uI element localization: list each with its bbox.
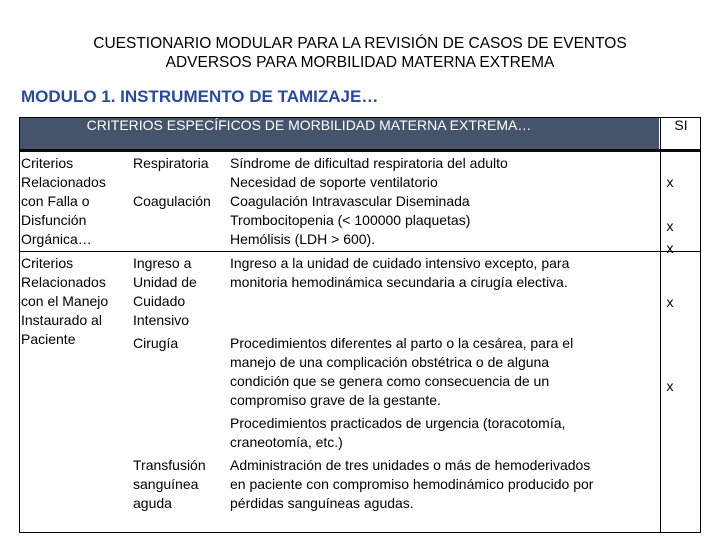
- subcategory-cell: Respiratoria: [133, 155, 209, 171]
- category-cell: Criterios Relacionados con el Manejo Instaurado al Paciente: [19, 252, 132, 514]
- subcategory-cell: Transfusión sanguínea aguda: [133, 457, 206, 511]
- checkmark-x: x: [666, 240, 674, 256]
- table-header-row: [19, 117, 701, 151]
- subcategory-cell: Cirugía: [133, 335, 179, 351]
- checkmark-x: x: [666, 378, 674, 394]
- criteria-table: [19, 117, 701, 513]
- checkmark-x: x: [666, 218, 674, 234]
- si-header: SI: [660, 117, 701, 151]
- category-cell: Criterios Relacionados con Falla o Disfunción Orgánica…: [21, 155, 106, 247]
- description-cell: Ingreso a la unidad de cuidado intensivo excepto, para monitoria hemodinámica secundaria a cirugía electiva.: [230, 252, 660, 335]
- title-line-2: ADVERSOS PARA MORBILIDAD MATERNA EXTREMA: [165, 54, 555, 71]
- subcategory-cell: Ingreso a Unidad de Cuidado Intensivo: [132, 252, 230, 335]
- section-heading: MODULO 1. INSTRUMENTO DE TAMIZAJE…: [21, 87, 379, 106]
- document-title: [0, 34, 720, 72]
- description-cell: Procedimientos diferentes al parto o la cesárea, para el manejo de una complicación obstétrica o de alguna condición que se genera como consecuencia de un compromiso grave de la gestante.: [230, 335, 574, 408]
- checkmark-x: x: [666, 294, 674, 310]
- si-cell: [660, 151, 701, 252]
- description-cell: Coagulación Intravascular Diseminada Trombocitopenia (< 100000 plaquetas) Hemólisis (LDH > 600).: [230, 193, 471, 247]
- subcategory-cell: Coagulación: [133, 193, 211, 209]
- table-row: [19, 252, 701, 335]
- description-cell: Administración de tres unidades o más de hemoderivados en paciente con compromiso hemodinámico producido por pérdidas sanguíneas agudas.: [230, 457, 594, 511]
- description-cell: Procedimientos practicados de urgencia (toracotomía, craneotomía, etc.): [230, 415, 566, 450]
- title-line-1: CUESTIONARIO MODULAR PARA LA REVISIÓN DE CASOS DE EVENTOS: [93, 35, 627, 52]
- table-row: [19, 151, 701, 193]
- description-cell: Síndrome de dificultad respiratoria del adulto Necesidad de soporte ventilatorio: [230, 155, 508, 190]
- criteria-header: CRITERIOS ESPECÍFICOS DE MORBILIDAD MATERNA EXTREMA…: [19, 117, 660, 151]
- checkmark-x: x: [666, 174, 674, 190]
